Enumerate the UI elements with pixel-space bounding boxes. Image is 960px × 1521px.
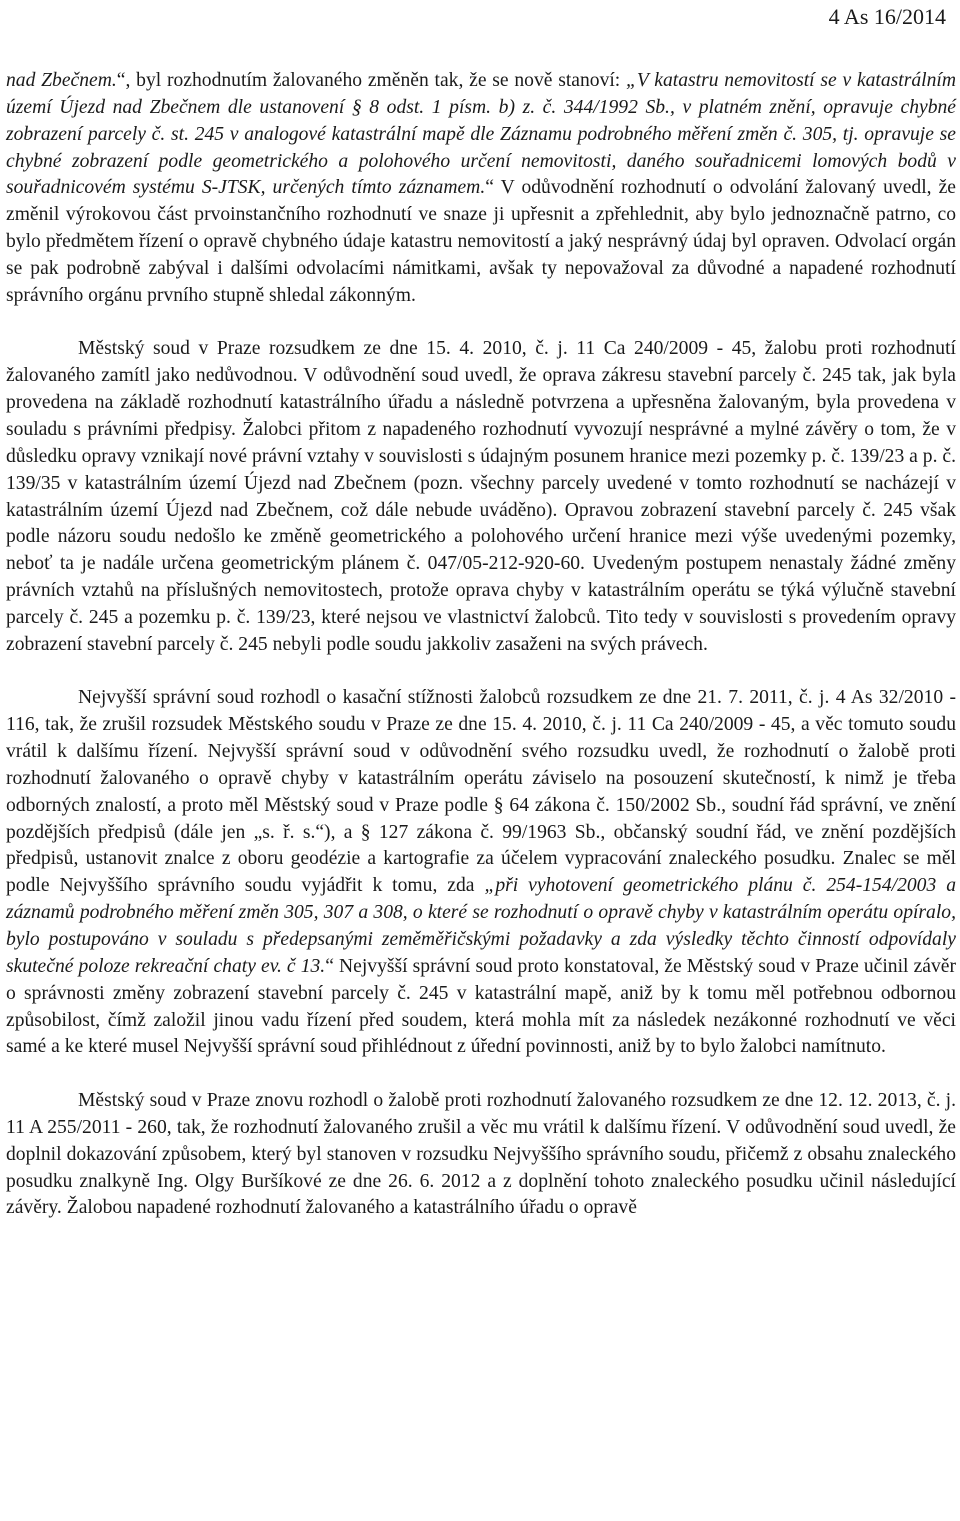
- text-segment: nad Zbečnem.: [6, 70, 117, 91]
- paragraph-1: [6, 68, 956, 310]
- document-body: [6, 68, 956, 1222]
- text-segment: “ V odůvodnění rozhodnutí o odvolání žalovaný uvedl, že změnil výrokovou část prvoinstančního rozhodnutí ve snaze ji upřesnit a zpřehlednit, aby bylo jednoznačně patrno, co bylo předmětem řízení o opravě chybného údaje katastru nemovitostí a jaký nesprávný údaj byl opraven. Odvolací orgán se pak podrobně zabýval i dalšími odvolacími námitkami, avšak ty nepovažoval za důvodné a napadené rozhodnutí správního orgánu prvního stupně shledal zákonným.: [6, 177, 956, 306]
- paragraph-3: [6, 685, 956, 1061]
- quoted-text: „V katastru nemovitostí se v katastrálním území Újezd nad Zbečnem dle ustanovení § 8 odst. 1 písm. b) z. č. 344/1992 Sb., v platném znění, opravuje chybné zobrazení parcely č. st. 245 v analogové katastrální mapě dle Záznamu podrobného měření změn č. 305, tj. opravuje se chybné zobrazení podle geometrického a polohového určení nemovitosti, daného souřadnicemi lomových bodů v souřadnicovém systému S-JTSK, určených tímto záznamem.: [6, 70, 956, 199]
- text-segment: Nejvyšší správní soud rozhodl o kasační stížnosti žalobců rozsudkem ze dne 21. 7. 2011, č. j. 4 As 32/2010 - 116, tak, že zrušil rozsudek Městského soudu v Praze ze dne 15. 4. 2010, č. j. 11 Ca 240/2009 - 45, a věc tomuto soudu vrátil k dalšímu řízení. Nejvyšší správní soud v odůvodnění svého rozsudku uvedl, že rozhodnutí o žalobě proti rozhodnutí žalovaného o opravě chyby v katastrálním operátu záviselo na posouzení skutečností, k nimž je třeba odborných znalostí, a proto měl Městský soud v Praze podle § 64 zákona č. 150/2002 Sb., soudní řád správní, ve znění pozdějších předpisů (dále jen „s. ř. s.“), a § 127 zákona č. 99/1963 Sb., občanský soudní řád, ve znění pozdějších předpisů, ustanovit znalce z oboru geodézie a kartografie za účelem vypracování znaleckého posudku. Znalec se měl podle Nejvyššího správního soudu vyjádřit k tomu, zda: [6, 687, 956, 897]
- paragraph-gap: [6, 659, 956, 686]
- paragraph-4: [6, 1088, 956, 1222]
- text-segment: “, byl rozhodnutím žalovaného změněn tak, že se nově stanoví:: [116, 70, 627, 91]
- paragraph-gap: [6, 1061, 956, 1088]
- text-segment: “ Nejvyšší správní soud proto konstatoval, že Městský soud v Praze učinil závěr o správnosti změny zobrazení stavební parcely č. 245 v katastrální mapě, aniž by k tomu měl potřebnou odbornou způsobilost, čímž založil jinou vadu řízení před soudem, která mohla mít za následek nezákonné rozhodnutí ve věci samé a ke které musel Nejvyšší správní soud přihlédnout z úřední povinnosti, aniž by to bylo žalobci namítnuto.: [6, 955, 956, 1058]
- paragraph-2: [6, 336, 956, 658]
- paragraph-gap: [6, 310, 956, 337]
- text-segment: Městský soud v Praze rozsudkem ze dne 15. 4. 2010, č. j. 11 Ca 240/2009 - 45, žalobu proti rozhodnutí žalovaného zamítl jako nedůvodnou. V odůvodnění soud uvedl, že oprava zákresu stavební parcely č. 245 tak, jak byla provedena na základě rozhodnutí katastrálního úřadu a následně potvrzena a upřesněna žalovaným, byla provedena v souladu s právními předpisy. Žalobci přitom z napadeného rozhodnutí vyvozují nesprávné a mylné závěry o tom, že v důsledku opravy vznikají nové právní vztahy v souvislosti s údajným posunem hranice mezi pozemky p. č. 139/23 a p. č. 139/35 v katastrálním území Újezd nad Zbečnem (pozn. všechny parcely uvedené v tomto rozhodnutí se nacházejí v katastrálním území Újezd nad Zbečnem, což dále nebude uváděno). Opravou zobrazení stavební parcely č. 245 však podle názoru soudu nedošlo ke změně geometrického a polohového určení hranice mezi výše uvedenými pozemky, neboť ta je nadále určena geometrickým plánem č. 047/05-212-920-60. Uvedeným postupem nenastaly žádné změny právních vztahů na příslušných nemovitostech, protože oprava chyby v katastrálním operátu se týká výlučně stavební parcely č. 245 a pozemku p. č. 139/23, které nejsou ve vlastnictví žalobců. Tito tedy v souvislosti s provedením opravy zobrazení stavební parcely č. 245 nebyli podle soudu jakkoliv zasaženi na svých právech.: [6, 338, 956, 655]
- text-segment: Městský soud v Praze znovu rozhodl o žalobě proti rozhodnutí žalovaného rozsudkem ze dne 12. 12. 2013, č. j. 11 A 255/2011 - 260, tak, že rozhodnutí žalovaného zrušil a věc mu vrátil k dalšímu řízení. V odůvodnění soud uvedl, že doplnil dokazování způsobem, který byl stanoven v rozsudku Nejvyššího správního soudu, přičemž z obsahu znaleckého posudku znalkyně Ing. Olgy Buršíkové ze dne 26. 6. 2012 a z doplnění tohoto znaleckého posudku učinil následující závěry. Žalobou napadené rozhodnutí žalovaného a katastrálního úřadu o opravě: [6, 1090, 956, 1219]
- case-reference: 4 As 16/2014: [828, 4, 946, 29]
- quoted-text: „při vyhotovení geometrického plánu č. 254-154/2003 a záznamů podrobného měření změn 305, 307 a 308, o které se rozhodnutí o opravě chyby v katastrálním operátu opíralo, bylo postupováno v souladu s předepsanými zeměměřičskými požadavky a zda výsledky těchto činností odpovídaly skutečné poloze rekreační chaty ev. č 13.: [6, 875, 957, 977]
